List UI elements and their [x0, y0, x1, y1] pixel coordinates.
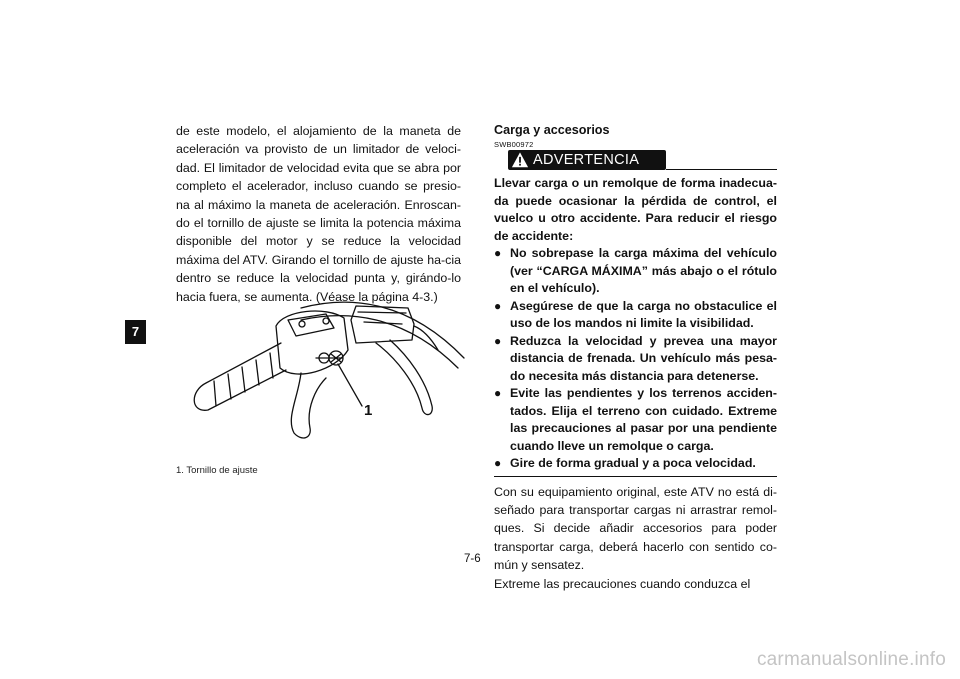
- bullet-icon: ●: [494, 456, 502, 470]
- bullet-icon: ●: [494, 333, 502, 348]
- warning-item: ● Gire de forma gradual y a poca velocidad.: [494, 455, 777, 473]
- warning-item: ● Asegúrese de que la carga no obstaculice el uso de los mandos ni limite la visibilidad.: [494, 298, 777, 330]
- cargo-body: [494, 483, 777, 593]
- chapter-tab: 7: [125, 320, 146, 344]
- limiter-paragraph: de este modelo, el alojamiento de la maneta de aceleración va provisto de un limitador de veloci-dad. El limitador de velocidad evita que se abra por completo el acelerador, incluso cuando se presio-na al máximo la maneta de aceleración. Enroscan-do el tornillo de ajuste se limita la potencia máxima disponible del motor y se reduce la velocidad máxima del ATV. Girando el tornillo de ajuste ha-cia dentro se reduce la velocidad punta y, girándo-lo hacia fuera, se aumenta. (Véase la página 4-3.): [176, 124, 461, 304]
- warning-rule: [666, 169, 777, 170]
- warning-item: ● Reduzca la velocidad y prevea una mayor distancia de frenada. Un vehículo más pesa-do necesita más distancia para detenerse.: [494, 333, 777, 383]
- bullet-icon: ●: [494, 246, 502, 260]
- warning-triangle-icon: [511, 151, 529, 169]
- warning-code: SWB00972: [494, 140, 534, 149]
- handlebar-illustration: [176, 288, 466, 448]
- warning-item: ● No sobrepase la carga máxima del vehículo (ver “CARGA MÁXIMA” más abajo o el rótulo en el vehículo).: [494, 246, 777, 295]
- warning-end-rule: [494, 476, 777, 477]
- warning-item: ● Evite las pendientes y los terrenos acciden-tados. Elija el terreno con cuidado. Extreme las precauciones al pasar por una pendiente cuando lleve un remolque o carga.: [494, 386, 777, 453]
- warning-badge: [508, 150, 666, 170]
- bullet-icon: ●: [494, 298, 502, 313]
- warning-header: [494, 150, 777, 170]
- throttle-figure: [176, 288, 466, 448]
- cargo-paragraph-continued: Extreme las precauciones cuando conduzca el: [494, 576, 751, 591]
- figure-callout: 1: [364, 402, 373, 419]
- warning-label: ADVERTENCIA: [533, 152, 640, 168]
- right-column: [494, 122, 777, 593]
- warning-body: [494, 175, 777, 473]
- left-column: [176, 122, 461, 306]
- page-number: 7-6: [464, 553, 481, 565]
- figure-caption: 1. Tornillo de ajuste: [176, 465, 258, 476]
- warning-intro: Llevar carga o un remolque de forma inadecua-da puede ocasionar la pérdida de control, el vuelco u otro accidente. Para reducir el riesgo de accidente:: [494, 176, 777, 243]
- cargo-paragraph: Con su equipamiento original, este ATV no está di-señado para transportar cargas ni arrastrar remol-ques. Si decide añadir accesorios para poder transportar carga, deberá hacerlo con sentido co-mún y sensatez.: [494, 484, 777, 573]
- watermark: carmanualsonline.info: [756, 649, 946, 670]
- warning-list: [494, 245, 777, 473]
- section-title: Carga y accesorios: [494, 123, 610, 137]
- bullet-icon: ●: [494, 386, 502, 400]
